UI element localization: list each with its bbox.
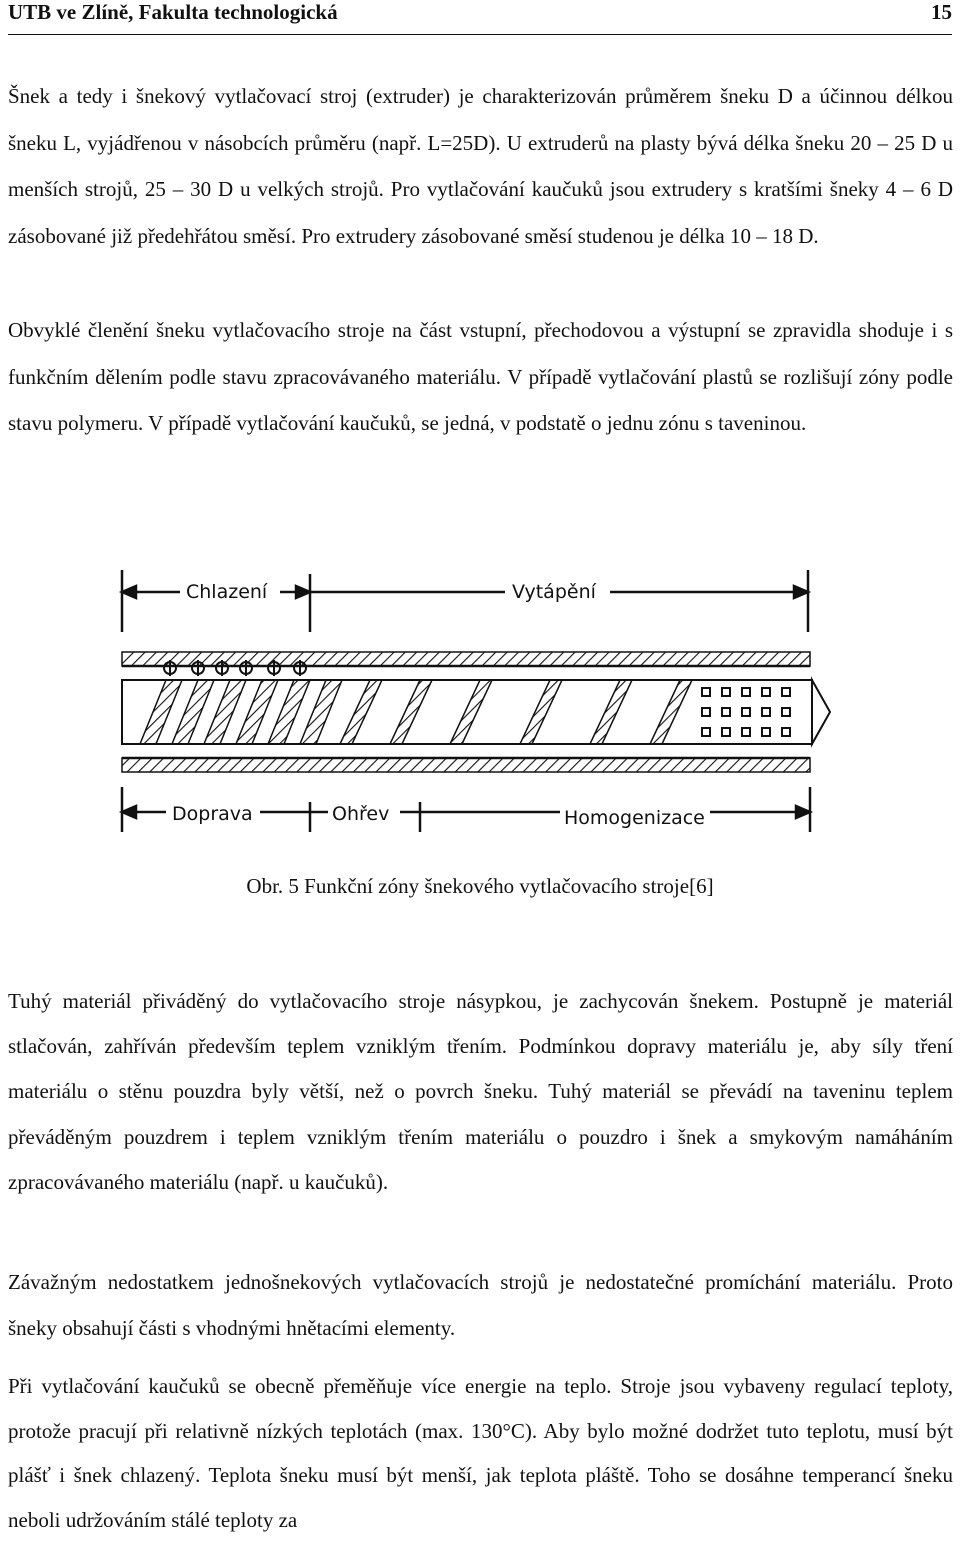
- label-heating-zone: Ohřev: [332, 803, 390, 825]
- paragraph-material-transport: Tuhý materiál přiváděný do vytlačovacího stroje násypkou, je zachycován šnekem. Postupně je materiál stlačován, zahříván především teplem vzniklým třením. Podmínkou dopravy materiálu je, aby síly tření materiálu o stěnu pouzdra byly větší, než o povrch šneku. Tuhý materiál se převádí na taveninu teplem převáděným pouzdrem i teplem vzniklým třením materiálu o pouzdro i šnek a smykovým namáháním zpracovávaného materiálu (např. u kaučuků).: [8, 989, 953, 1194]
- label-homogenization: Homogenizace: [564, 807, 705, 829]
- page-header: [8, 0, 952, 30]
- extruder-zones-figure: [110, 562, 840, 842]
- paragraph-mixing: Závažným nedostatkem jednošnekových vytlačovacích strojů je nedostatečné promíchání materiálu. Proto šneky obsahují části s vhodnými hnětacími elementy.: [8, 1270, 953, 1340]
- figure-caption: Obr. 5 Funkční zóny šnekového vytlačovacího stroje[6]: [246, 874, 714, 898]
- paragraph-screw-zones: Obvyklé členění šneku vytlačovacího stroje na část vstupní, přechodovou a výstupní se zpravidla shoduje i s funkčním dělením podle stavu zpracovávaného materiálu. V případě vytlačování plastů se rozlišují zóny podle stavu polymeru. V případě vytlačování kaučuků, se jedná, v podstatě o jednu zónu s taveninou.: [8, 318, 953, 435]
- label-conveying: Doprava: [172, 803, 253, 825]
- page-number: 15: [931, 0, 952, 24]
- label-heating: Vytápění: [512, 581, 596, 603]
- screw-tip: [812, 680, 830, 744]
- label-cooling: Chlazení: [186, 581, 268, 603]
- extruder-diagram: [110, 562, 840, 842]
- paragraph-screw-parameters: Šnek a tedy i šnekový vytlačovací stroj (extruder) je charakterizován průměrem šneku D a účinnou délkou šneku L, vyjádřenou v násobcích průměru (např. L=25D). U extruderů na plasty bývá délka šneku 20 – 25 D u menších strojů, 25 – 30 D u velkých strojů. Pro vytlačování kaučuků jsou extrudery s kratšími šneky 4 – 6 D zásobované již předehřátou směsí. Pro extrudery zásobované směsí studenou je délka 10 – 18 D.: [8, 84, 953, 248]
- header-title: UTB ve Zlíně, Fakulta technologická: [8, 0, 338, 24]
- barrel-bottom-wall: [122, 758, 810, 772]
- paragraph-temperature: Při vytlačování kaučuků se obecně přeměňuje více energie na teplo. Stroje jsou vybaveny regulací teploty, protože pracují při relativně nízkých teplotách (max. 130°C). Aby bylo možné dodržet tuto teplotu, musí být plášť i šnek chlazený. Teplota šneku musí být menší, jak teplota pláště. Toho se dosáhne temperancí šneku neboli udržováním stálé teploty za: [8, 1374, 953, 1532]
- header-rule: [8, 34, 952, 35]
